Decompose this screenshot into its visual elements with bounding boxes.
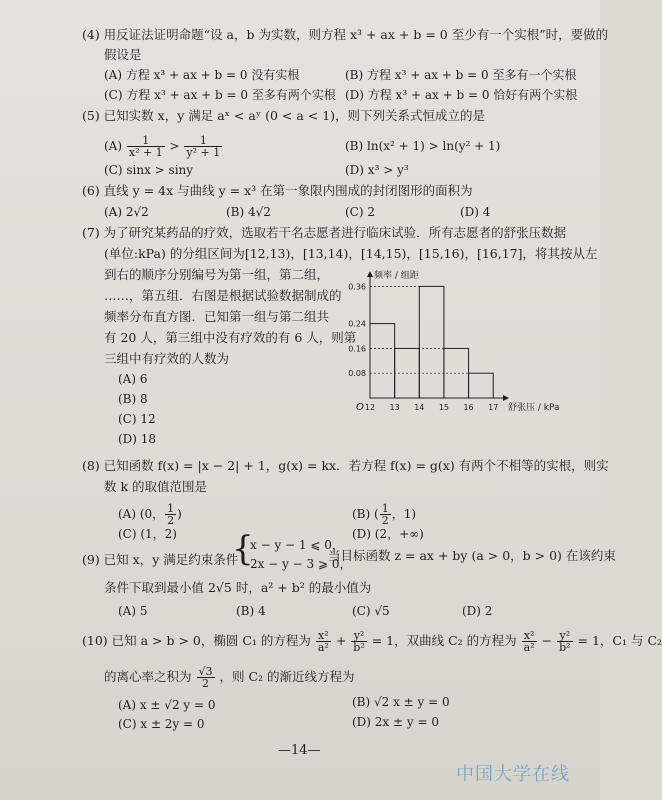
q9-constraint-2: 2x − y − 3 ⩾ 0， (250, 557, 352, 571)
q6-option-b: (B) 4√2 (226, 205, 271, 219)
frequency-histogram (340, 264, 580, 416)
y-tick-label: 0.16 (348, 344, 366, 354)
histogram-bar (370, 324, 395, 398)
page-number: —14— (278, 743, 321, 758)
x-tick-label: 15 (438, 403, 450, 412)
y-axis-label: 频率 / 组距 (374, 271, 419, 281)
q5-option-c: (C) sinx > siny (104, 163, 194, 177)
x-axis-label: 舒张压 / kPa (508, 403, 560, 413)
q8-option-a (118, 503, 182, 526)
q4-option-c: (C) 方程 x³ + ax + b = 0 至多有两个实根 (104, 88, 336, 102)
q7-option-c: (C) 12 (118, 412, 156, 426)
q10-option-c: (C) x ± 2y = 0 (118, 717, 205, 731)
q7-stem-line3: 到右的顺序分别编号为第一组，第二组， (104, 267, 330, 282)
q10-line2-prefix: 的离心率之积为 (104, 669, 192, 684)
q7-option-a: (A) 6 (118, 372, 148, 386)
x-tick-label: 12 (364, 403, 376, 412)
q4-option-d: (D) 方程 x³ + ax + b = 0 恰好有两个实根 (345, 88, 578, 102)
q9-stem-line2: 条件下取到最小值 2√5 时，a² + b² 的最小值为 (104, 580, 372, 595)
q8-stem-line1: (8) 已知函数 f(x) = |x − 2| + 1，g(x) = kx．若方程 f(x) = g(x) 有两个不相等的实根，则实 (82, 458, 609, 473)
q6-option-a: (A) 2√2 (104, 205, 149, 219)
q8-option-d: (D) (2，+∞) (352, 527, 424, 541)
q6-option-d: (D) 4 (460, 205, 491, 219)
q9-constraint-1: x − y − 1 ⩽ 0， (250, 538, 344, 552)
q9-option-b: (B) 4 (236, 604, 266, 618)
histogram-bar (469, 373, 494, 398)
q9-option-d: (D) 2 (462, 604, 493, 618)
q5-option-a-frac2: $\frac{1}{\text{y² + 1}}$ (186, 134, 221, 159)
y-tick-label: 0.24 (348, 319, 366, 329)
q8-stem-line2: 数 k 的取值范围是 (104, 479, 208, 494)
q8-option-b-frac: $\frac{1}{2}$ (381, 502, 389, 527)
q5-option-d: (D) x³ > y³ (345, 163, 409, 177)
q5-option-a (104, 135, 223, 158)
q5-option-a-label: (A) (104, 139, 123, 153)
q7-stem-line1: (7) 为了研究某药品的疗效，选取若干名志愿者进行临床试验．所有志愿者的舒张压数据 (82, 225, 567, 240)
q10-hyperbola-y-term: $\frac{\text{y²}}{\text{b²}}$ (559, 629, 571, 654)
q4-stem-line1: (4) 用反证法证明命题“设 a，b 为实数，则方程 x³ + ax + b = 0 至少有一个实根”时，要做的 (82, 27, 609, 42)
q8-option-a-prefix: (A) (0， (118, 507, 165, 521)
q9-stem-prefix: (9) 已知 x，y 满足约束条件 (82, 552, 239, 567)
q10-hyperbola-x-term: $\frac{\text{x²}}{\text{a²}}$ (523, 629, 535, 654)
q10-stem-line1 (82, 630, 662, 653)
q9-option-a: (A) 5 (118, 604, 148, 618)
q10-stem-prefix: (10) 已知 a > b > 0，椭圆 C₁ 的方程为 (82, 633, 311, 648)
q5-stem: (5) 已知实数 x，y 满足 aˣ < aʸ (0 < a < 1)，则下列关系式恒成立的是 (82, 108, 486, 123)
q7-stem-line6: 有 20 人，第三组中没有疗效的有 6 人，则第 (104, 330, 357, 345)
histogram-bar (419, 286, 444, 398)
q10-stem-suffix: = 1，C₁ 与 C₂ (577, 633, 662, 648)
q10-option-a: (A) x ± √2 y = 0 (118, 698, 216, 712)
q7-stem-line5: 频率分布直方图．已知第一组与第二组共 (104, 309, 330, 324)
q5-option-b: (B) ln(x² + 1) > ln(y² + 1) (345, 139, 501, 153)
q7-stem-line2: (单位:kPa) 的分组区间为[12,13)，[13,14)，[14,15)，[15,16)，[16,17]，将其按从左 (104, 246, 598, 261)
q7-option-d: (D) 18 (118, 432, 157, 446)
x-tick-label: 16 (463, 403, 474, 412)
q9-option-c: (C) √5 (352, 604, 390, 618)
x-tick-label: 17 (488, 403, 499, 412)
q6-stem: (6) 直线 y = 4x 与曲线 y = x³ 在第一象限内围成的封闭图形的面积为 (82, 183, 473, 198)
q6-option-c: (C) 2 (345, 205, 375, 219)
q9-constraint-brace: { (232, 529, 254, 569)
x-tick-label: 14 (414, 403, 425, 412)
q10-eccentricity-product: $\frac{√3}{2}$ (198, 665, 213, 690)
q10-plus-sign: + (335, 633, 347, 648)
q7-stem-line4: ……，第五组．右图是根据试验数据制成的 (104, 288, 342, 303)
y-tick-label: 0.08 (348, 369, 366, 379)
x-tick-label: 13 (389, 403, 400, 412)
q10-ellipse-x-term: $\frac{\text{x²}}{\text{a²}}$ (317, 629, 329, 654)
q5-option-a-gt: > (169, 139, 180, 153)
q10-minus-sign: − (541, 633, 553, 648)
q8-option-b (352, 503, 416, 526)
q5-option-a-frac1: $\frac{1}{\text{x² + 1}}$ (128, 134, 163, 159)
q10-stem-line2 (104, 666, 355, 689)
q4-option-b: (B) 方程 x³ + ax + b = 0 至多有一个实根 (345, 68, 577, 82)
q10-stem-middle: = 1，双曲线 C₂ 的方程为 (371, 633, 517, 648)
q7-stem-line7: 三组中有疗效的人数为 (104, 351, 230, 366)
q8-option-b-prefix: (B) ( (352, 507, 379, 521)
q9-stem-suffix: 当目标函数 z = ax + by (a > 0，b > 0) 在该约束 (328, 548, 616, 563)
q8-option-c: (C) (1，2) (118, 527, 177, 541)
y-tick-label: 0.36 (348, 282, 366, 292)
q7-option-b: (B) 8 (118, 392, 148, 406)
q10-option-d: (D) 2x ± y = 0 (352, 715, 439, 729)
q4-stem-line2: 假设是 (104, 47, 142, 62)
q8-option-a-frac: $\frac{1}{2}$ (167, 502, 175, 527)
origin-label: O (356, 402, 364, 413)
q10-option-b: (B) √2 x ± y = 0 (352, 695, 450, 709)
watermark: 中国大学在线 (456, 764, 570, 785)
q8-option-b-suffix: ，1) (391, 507, 417, 521)
q10-line2-suffix: ，则 C₂ 的渐近线方程为 (219, 669, 355, 684)
q10-ellipse-y-term: $\frac{\text{y²}}{\text{b²}}$ (353, 629, 365, 654)
q4-option-a: (A) 方程 x³ + ax + b = 0 没有实根 (104, 68, 300, 82)
q8-option-a-suffix: ) (177, 507, 182, 521)
